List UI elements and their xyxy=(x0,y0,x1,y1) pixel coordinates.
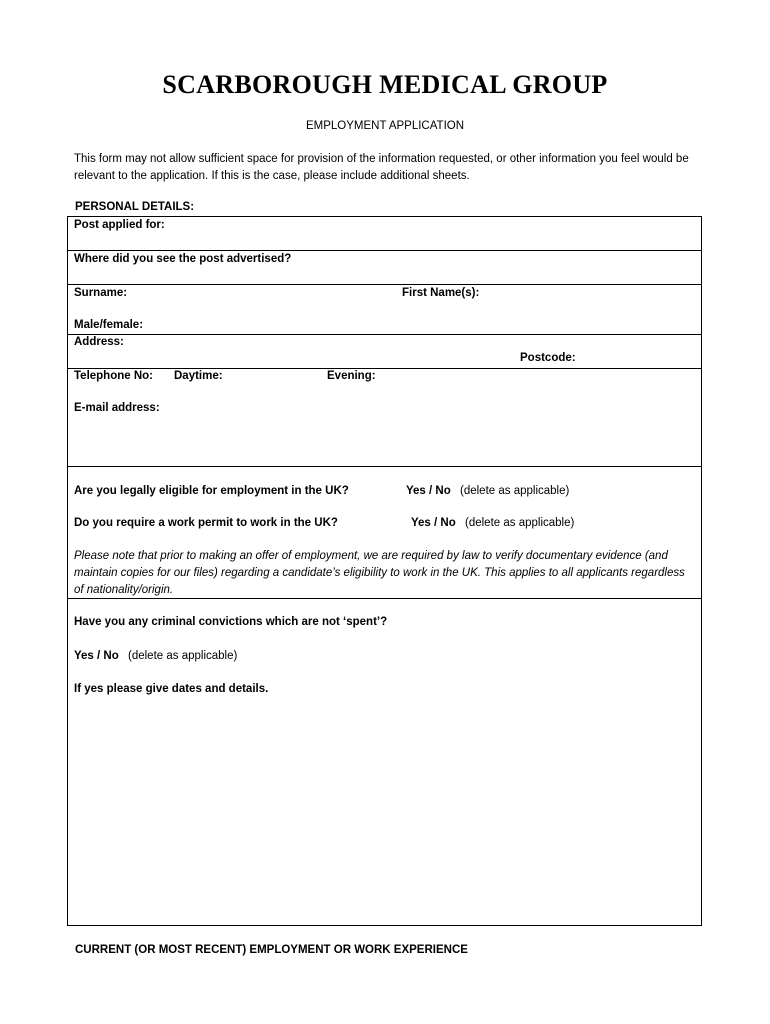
personal-details-heading: PERSONAL DETAILS: xyxy=(75,201,195,213)
work-permit-question: Do you require a work permit to work in the UK? xyxy=(74,517,338,529)
work-permit-hint: (delete as applicable) xyxy=(465,517,575,529)
gender-field[interactable]: Male/female: xyxy=(74,319,144,331)
convictions-details-field[interactable]: If yes please give dates and details. xyxy=(74,683,269,695)
first-names-field[interactable]: First Name(s): xyxy=(402,287,480,299)
postcode-field[interactable]: Postcode: xyxy=(520,352,576,364)
evening-phone-field[interactable]: Evening: xyxy=(327,370,376,382)
row-divider xyxy=(67,334,702,335)
employment-section-heading: CURRENT (OR MOST RECENT) EMPLOYMENT OR WORK EXPERIENCE xyxy=(75,944,468,956)
row-divider xyxy=(67,284,702,285)
row-divider xyxy=(67,466,702,467)
row-divider xyxy=(67,250,702,251)
convictions-answer[interactable]: Yes / No xyxy=(74,650,119,662)
where-advertised-field[interactable]: Where did you see the post advertised? xyxy=(74,253,292,265)
telephone-label: Telephone No: xyxy=(74,370,154,382)
convictions-question: Have you any criminal convictions which are not ‘spent’? xyxy=(74,616,388,628)
address-field[interactable]: Address: xyxy=(74,336,124,348)
intro-text: This form may not allow sufficient space for provision of the information requested, or other information you feel would be relevant to the application. If this is the case, please include additional sheets. xyxy=(74,153,689,182)
work-permit-answer[interactable]: Yes / No xyxy=(411,517,456,529)
post-applied-field[interactable]: Post applied for: xyxy=(74,219,165,231)
surname-field[interactable]: Surname: xyxy=(74,287,128,299)
page-title: SCARBOROUGH MEDICAL GROUP xyxy=(162,70,608,99)
convictions-hint: (delete as applicable) xyxy=(128,650,238,662)
eligibility-note: Please note that prior to making an offer of employment, we are required by law to verify documentary evidence (and maintain copies for our files) regarding a candidate’s eligibility to work in the UK. This applies to all applicants regardless of nationality/origin. xyxy=(74,550,685,596)
eligibility-question: Are you legally eligible for employment in the UK? xyxy=(74,485,349,497)
form-subtitle: EMPLOYMENT APPLICATION xyxy=(305,120,465,132)
email-field[interactable]: E-mail address: xyxy=(74,402,160,414)
row-divider xyxy=(67,368,702,369)
eligibility-hint: (delete as applicable) xyxy=(460,485,570,497)
eligibility-answer[interactable]: Yes / No xyxy=(406,485,451,497)
daytime-phone-field[interactable]: Daytime: xyxy=(174,370,223,382)
